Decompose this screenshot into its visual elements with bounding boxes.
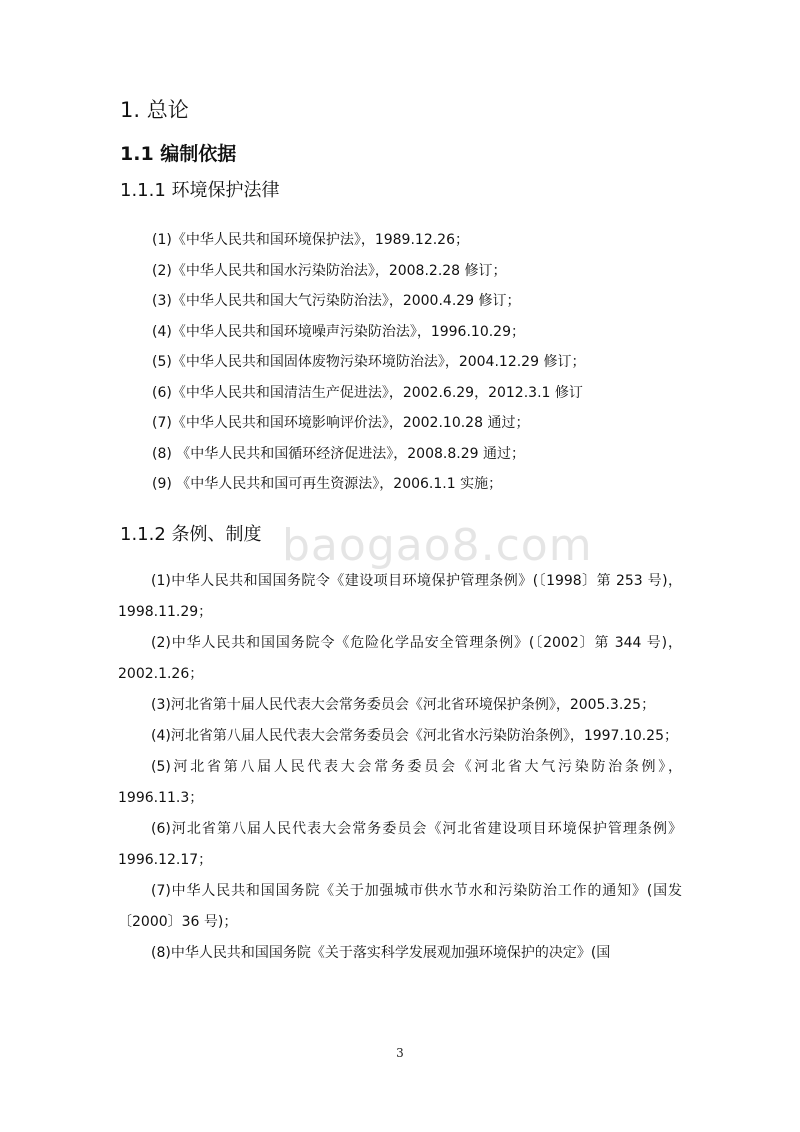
regulation-item: (1)中华人民共和国国务院令《建设项目环境保护管理条例》(〔1998〕第 253 号)，1998.11.29； [118,573,682,620]
regulation-item: (3)河北省第十届人民代表大会常务委员会《河北省环境保护条例》，2005.3.25； [151,697,656,713]
subsection-heading-regulations: 1.1.2 条例、制度 [120,524,262,545]
law-item: (9) 《中华人民共和国可再生资源法》，2006.1.1 实施； [152,476,503,492]
law-item: (3)《中华人民共和国大气污染防治法》，2000.4.29 修订； [152,293,521,309]
law-item: (7)《中华人民共和国环境影响评价法》，2002.10.28 通过； [152,415,530,431]
law-item: (1)《中华人民共和国环境保护法》，1989.12.26； [152,232,469,248]
regulation-list [118,566,682,969]
regulation-item: (4)河北省第八届人民代表大会常务委员会《河北省水污染防治条例》，1997.10.25； [151,728,678,744]
law-list [152,225,712,500]
section-heading-general: 1. 总论 [120,98,189,122]
subsection-heading-laws: 1.1.1 环境保护法律 [120,180,280,201]
regulation-item: (6)河北省第八届人民代表大会常务委员会《河北省建设项目环境保护管理条例》1996.12.17； [118,821,682,868]
law-item: (2)《中华人民共和国水污染防治法》，2008.2.28 修订； [152,262,507,279]
page-number: 3 [396,1046,404,1060]
regulation-item: (7)中华人民共和国国务院《关于加强城市供水节水和污染防治工作的通知》(国发〔2000〕36 号)； [118,883,682,930]
regulation-item: (2)中华人民共和国国务院令《危险化学品安全管理条例》(〔2002〕第 344 号)，2002.1.26； [118,635,682,682]
law-item: (8) 《中华人民共和国循环经济促进法》，2008.8.29 通过； [152,445,525,462]
law-item: (4)《中华人民共和国环境噪声污染防治法》，1996.10.29； [152,323,525,340]
law-item: (6)《中华人民共和国清洁生产促进法》，2002.6.29，2012.3.1 修订 [152,384,583,401]
law-item: (5)《中华人民共和国固体废物污染环境防治法》，2004.12.29 修订； [152,354,586,370]
regulation-item: (8)中华人民共和国国务院《关于落实科学发展观加强环境保护的决定》(国 [151,945,611,961]
watermark-text: baogao8.com [282,520,593,571]
regulation-item: (5)河北省第八届人民代表大会常务委员会《河北省大气污染防治条例》，1996.11.3； [118,759,682,806]
section-heading-basis: 1.1 编制依据 [120,143,237,165]
